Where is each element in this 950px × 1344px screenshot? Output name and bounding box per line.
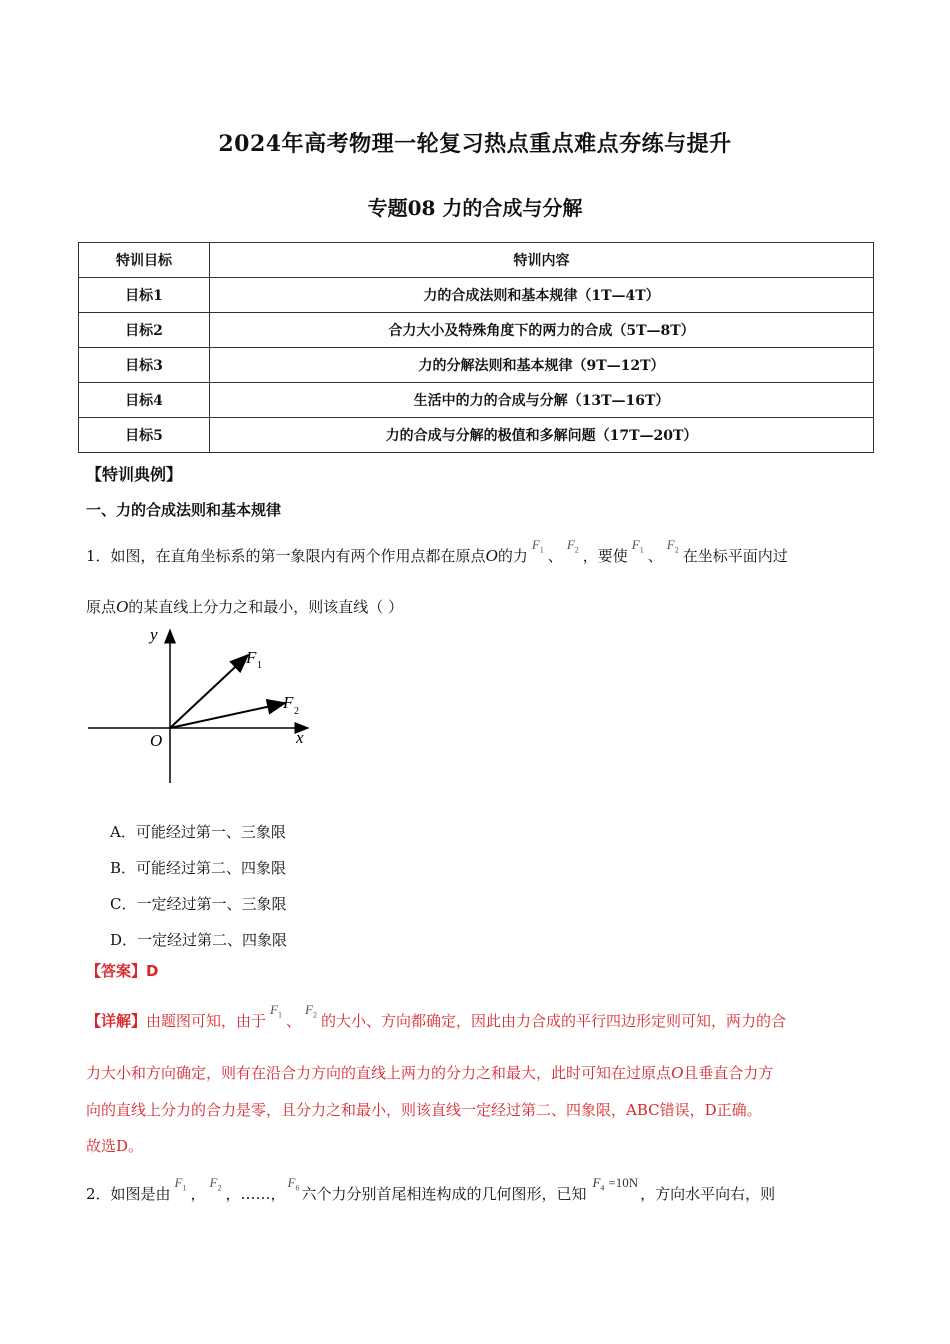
table-row — [79, 418, 874, 453]
origin-symbol: O — [671, 1063, 684, 1082]
table-cell: 合力大小及特殊角度下的两力的合成（5T—8T） — [210, 313, 874, 348]
detail-line-3: 向的直线上分力的合力是零，且分力之和最小，则该直线一定经过第二、四象限，ABC错误，D正确。 — [86, 1101, 762, 1119]
f2-symbol: $F_2$ — [666, 537, 679, 555]
table-header-row — [79, 243, 874, 278]
origin-label: O — [150, 731, 163, 750]
training-goals-table — [78, 242, 874, 453]
section-examples-heading: 【特训典例】 — [86, 465, 183, 484]
f2-subscript: 2 — [294, 706, 299, 717]
document-title: 2024年高考物理一轮复习热点重点难点夯练与提升 — [218, 131, 732, 157]
f2-symbol: $F_2$ — [566, 537, 579, 555]
f1-symbol: $F_1$ — [631, 537, 644, 555]
table-cell: 力的分解法则和基本规律（9T—12T） — [210, 348, 874, 383]
detail-label: 【详解】 — [86, 1012, 147, 1030]
table-cell: 力的合成法则和基本规律（1T—4T） — [210, 278, 874, 313]
origin-symbol: O — [485, 546, 498, 565]
option-c: C．一定经过第一、三象限 — [110, 895, 287, 913]
table-cell: 目标1 — [79, 278, 210, 313]
force-vector-figure — [86, 625, 326, 790]
table-cell: 目标4 — [79, 383, 210, 418]
f4-equation: $F_4 =10N$ — [592, 1175, 639, 1193]
option-d: D．一定经过第二、四象限 — [110, 931, 288, 949]
detail-line-1: 【详解】由题图可知，由于$F_1$ 、$F_2$ 的大小、方向都确定，因此由力合成的平行四边形定则可知，两力的合 — [86, 1002, 786, 1030]
f2-label: F — [283, 693, 294, 712]
table-row — [79, 278, 874, 313]
table-row — [79, 313, 874, 348]
q1-text: 的力 — [497, 547, 528, 565]
f1-symbol: $F_1$ — [531, 537, 544, 555]
answer-line: 【答案】D — [86, 962, 159, 980]
document-subtitle: 专题08 力的合成与分解 — [367, 196, 583, 220]
table-cell: 目标3 — [79, 348, 210, 383]
f6-symbol: $F_6$ — [287, 1175, 300, 1193]
f2-symbol: $F_2$ — [209, 1175, 222, 1193]
option-a: A．可能经过第一、三象限 — [110, 823, 286, 841]
f1-subscript: 1 — [257, 660, 262, 671]
f1-label: F — [246, 648, 257, 667]
table-header-cell: 特训内容 — [210, 243, 874, 278]
q2-line-1: 2．如图是由$F_1$ ，$F_2$ ，……，$F_6$ 六个力分别首尾相连构成的几何图形，已知$F_4 =10N$，方向水平向右，则 — [86, 1175, 776, 1203]
table-cell: 生活中的力的合成与分解（13T—16T） — [210, 383, 874, 418]
q1-line-2: 原点O的某直线上分力之和最小，则该直线（ ） — [86, 597, 404, 616]
f2-vector — [170, 703, 285, 728]
section-1-heading: 一、力的合成法则和基本规律 — [86, 501, 282, 519]
y-axis-label: y — [150, 625, 158, 644]
option-b: B．可能经过第二、四象限 — [110, 859, 287, 877]
table-header-cell: 特训目标 — [79, 243, 210, 278]
q1-text: ，要使 — [582, 547, 628, 565]
detail-line-2: 力大小和方向确定，则有在沿合力方向的直线上两力的分力之和最大，此时可知在过原点O且垂直合力方 — [86, 1063, 774, 1082]
q1-text: 在坐标平面内过 — [682, 547, 788, 565]
table-cell: 目标5 — [79, 418, 210, 453]
table-cell: 目标2 — [79, 313, 210, 348]
f1-symbol: $F_1$ — [270, 1002, 282, 1020]
origin-symbol: O — [116, 597, 129, 616]
f1-vector — [170, 655, 248, 728]
f1-symbol: $F_1$ — [174, 1175, 187, 1193]
table-cell: 力的合成与分解的极值和多解问题（17T—20T） — [210, 418, 874, 453]
f2-symbol: $F_2$ — [305, 1002, 317, 1020]
detail-line-4: 故选D。 — [86, 1137, 144, 1155]
table-row — [79, 348, 874, 383]
q1-line-1: 1．如图，在直角坐标系的第一象限内有两个作用点都在原点O的力$F_1$ 、$F_2$ ，要使$F_1$ 、$F_2$ 在坐标平面内过 — [86, 537, 788, 565]
table-row — [79, 383, 874, 418]
x-axis-label: x — [296, 728, 304, 747]
q1-text: 1．如图，在直角坐标系的第一象限内有两个作用点都在原点 — [86, 547, 486, 565]
